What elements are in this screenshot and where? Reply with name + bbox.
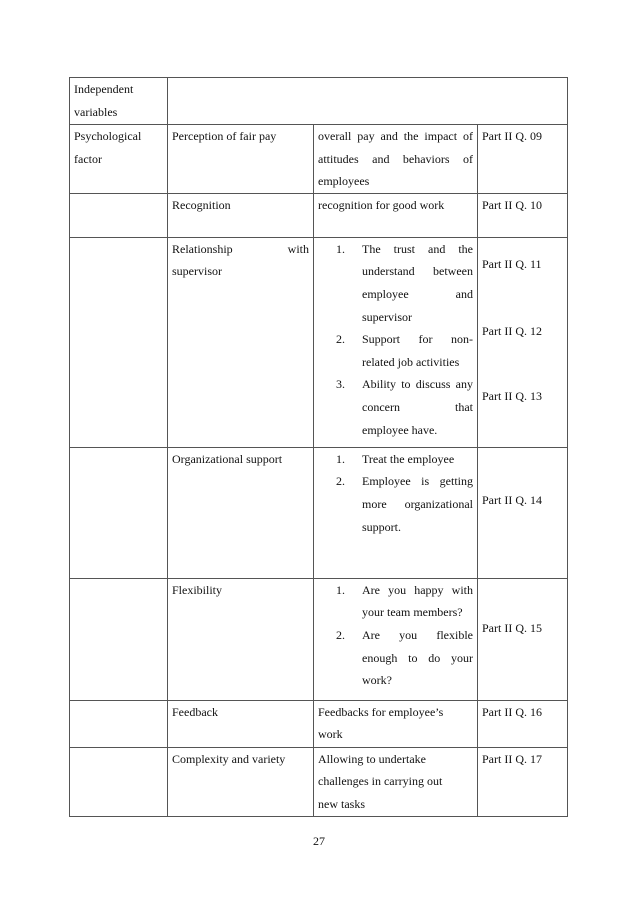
factor-cell-empty	[70, 447, 168, 578]
item-number: 1.	[336, 451, 345, 466]
item-number: 2.	[336, 332, 345, 347]
question-ref: Part II Q. 15	[482, 620, 542, 635]
factor-cell-empty	[70, 237, 168, 447]
item-line: employee and	[362, 286, 473, 301]
item-line: The trust and the	[362, 241, 473, 256]
item-line: Employee is getting	[362, 474, 473, 489]
indicator-item	[318, 448, 473, 471]
table-row	[70, 125, 568, 194]
indicator-line: new tasks	[318, 796, 365, 811]
variable-cell: Complexity and variety	[168, 747, 314, 816]
question-ref-cell: Part II Q. 09	[478, 125, 568, 194]
variable-cell: Recognition	[168, 193, 314, 237]
indicator-line: Feedbacks for employee’s	[318, 704, 444, 719]
indicator-list	[318, 448, 473, 538]
factor-cell-empty	[70, 747, 168, 816]
indicator-cell	[314, 237, 478, 447]
item-line: understand between	[362, 264, 473, 279]
question-ref-cell	[478, 447, 568, 578]
factor-line: Psychological	[74, 129, 142, 143]
item-line: Treat the employee	[362, 451, 455, 466]
item-line: enough to do your	[362, 650, 473, 665]
factor-cell-empty	[70, 193, 168, 237]
factor-cell	[70, 125, 168, 194]
variable-word: with	[287, 241, 309, 256]
indicator-line: attitudes and behaviors of	[318, 151, 473, 166]
header-line: variables	[74, 104, 118, 119]
table-row	[70, 447, 568, 578]
indicator-item	[318, 238, 473, 328]
indicator-cell	[314, 700, 478, 747]
question-ref-cell	[478, 578, 568, 700]
indicator-list	[318, 579, 473, 692]
indicator-cell	[314, 125, 478, 194]
item-line: your team members?	[362, 605, 463, 620]
indicator-item	[318, 373, 473, 441]
item-number: 2.	[336, 627, 345, 642]
item-number: 1.	[336, 582, 345, 597]
indicator-item	[318, 470, 473, 538]
factor-cell-empty	[70, 578, 168, 700]
item-line: related job activities	[362, 354, 460, 369]
table-row	[70, 700, 568, 747]
item-line: Support for non-	[362, 332, 473, 347]
table-row	[70, 747, 568, 816]
indicator-line: recognition for good work	[318, 197, 445, 212]
question-ref-cell	[478, 237, 568, 447]
header-cell-independent-variables	[70, 78, 168, 125]
header-empty-cell	[168, 78, 568, 125]
variable-line	[172, 238, 309, 261]
variable-cell: Perception of fair pay	[168, 125, 314, 194]
indicator-cell	[314, 447, 478, 578]
indicator-cell	[314, 747, 478, 816]
item-line: Are you happy with	[362, 582, 473, 597]
factor-cell-empty	[70, 700, 168, 747]
indicator-cell	[314, 578, 478, 700]
table-row	[70, 193, 568, 237]
item-line: Are you flexible	[362, 627, 473, 642]
header-line: Independent	[74, 82, 134, 96]
item-number: 1.	[336, 241, 345, 256]
question-ref-cell: Part II Q. 16	[478, 700, 568, 747]
question-ref: Part II Q. 13	[482, 388, 542, 403]
indicator-line: employees	[318, 174, 370, 189]
factor-line: factor	[74, 151, 102, 166]
item-line: more organizational	[362, 496, 473, 511]
variable-cell: Organizational support	[168, 447, 314, 578]
question-ref: Part II Q. 11	[482, 256, 542, 271]
variables-table	[69, 77, 568, 817]
indicator-line: Allowing to undertake	[318, 751, 426, 766]
question-ref: Part II Q. 12	[482, 323, 542, 338]
item-line: employee have.	[362, 422, 438, 437]
indicator-line: challenges in carrying out	[318, 774, 443, 789]
indicator-item	[318, 328, 473, 373]
variable-word: Relationship	[172, 241, 233, 256]
page-number: 27	[313, 834, 325, 848]
item-line: Ability to discuss any	[362, 377, 473, 392]
item-line: support.	[362, 519, 401, 534]
indicator-line: work	[318, 727, 343, 742]
item-number: 2.	[336, 474, 345, 489]
indicator-line: overall pay and the impact of	[318, 129, 473, 143]
variable-line: supervisor	[172, 264, 222, 279]
table-row	[70, 237, 568, 447]
variable-cell: Feedback	[168, 700, 314, 747]
indicator-item	[318, 624, 473, 692]
item-line: work?	[362, 673, 392, 688]
item-line: concern that	[362, 399, 473, 414]
question-ref-cell: Part II Q. 17	[478, 747, 568, 816]
variable-cell: Flexibility	[168, 578, 314, 700]
question-ref: Part II Q. 14	[482, 492, 542, 507]
item-number: 3.	[336, 377, 345, 392]
indicator-list	[318, 238, 473, 441]
table-row	[70, 578, 568, 700]
variable-cell	[168, 237, 314, 447]
table-row-header	[70, 78, 568, 125]
question-ref-cell: Part II Q. 10	[478, 193, 568, 237]
indicator-item	[318, 579, 473, 624]
item-line: supervisor	[362, 309, 412, 324]
indicator-cell	[314, 193, 478, 237]
